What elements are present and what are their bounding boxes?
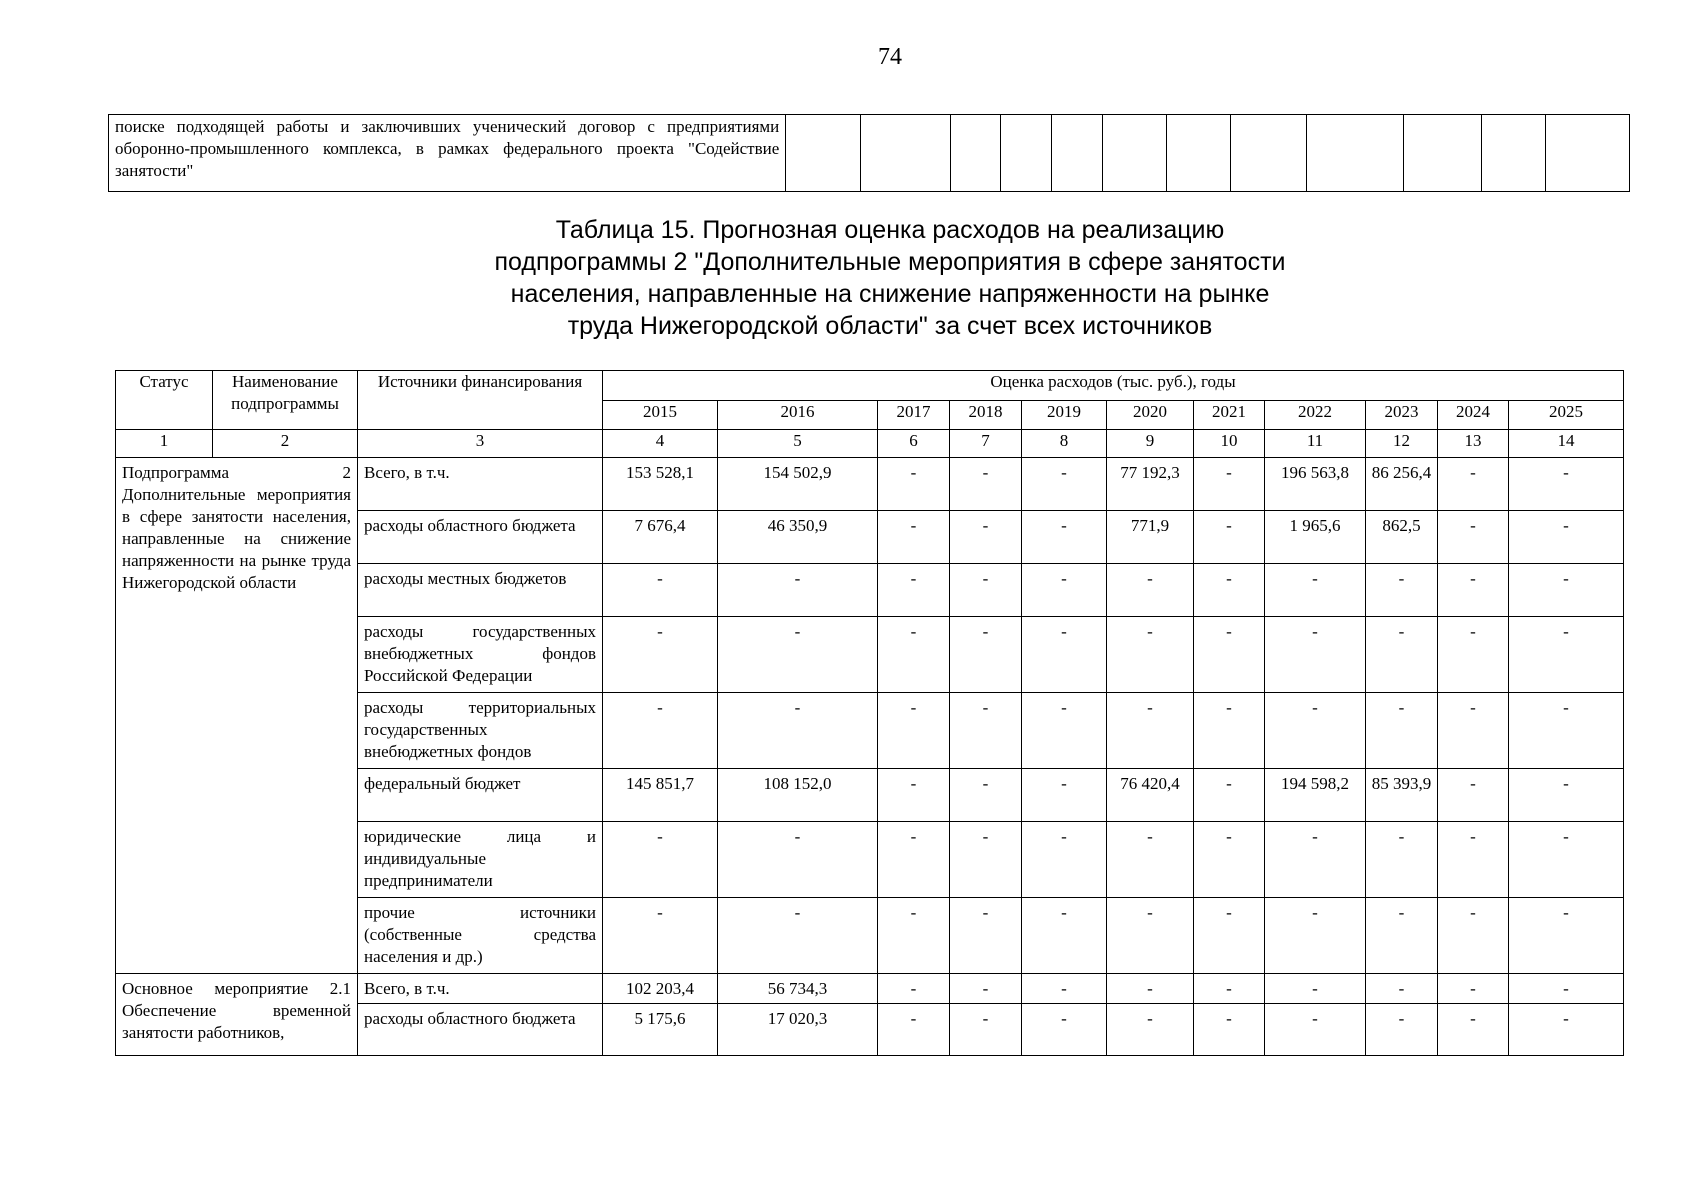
value-cell: - [950, 822, 1022, 898]
column-number: 5 [718, 430, 878, 458]
value-cell: - [1509, 511, 1624, 564]
value-cell: - [1509, 974, 1624, 1004]
value-cell: - [603, 898, 718, 974]
source-cell: расходы местных бюджетов [358, 564, 603, 617]
value-cell: - [1438, 769, 1509, 822]
previous-table-fragment [108, 114, 1630, 192]
table-title [0, 214, 1697, 342]
value-cell: - [1509, 617, 1624, 693]
value-cell: 85 393,9 [1366, 769, 1438, 822]
empty-cell [1404, 115, 1482, 192]
value-cell: - [950, 458, 1022, 511]
value-cell: 76 420,4 [1107, 769, 1194, 822]
value-cell: - [1366, 617, 1438, 693]
column-number: 11 [1265, 430, 1366, 458]
value-cell: - [1194, 769, 1265, 822]
value-cell: 196 563,8 [1265, 458, 1366, 511]
value-cell: - [878, 511, 950, 564]
value-cell: - [878, 822, 950, 898]
value-cell: - [1022, 693, 1107, 769]
column-number: 9 [1107, 430, 1194, 458]
empty-cell [1166, 115, 1230, 192]
empty-cell [860, 115, 950, 192]
value-cell: - [1366, 693, 1438, 769]
source-cell: прочие источники (собственные средства населения и др.) [358, 898, 603, 974]
table-title-line: Таблица 15. Прогнозная оценка расходов на реализацию [555, 216, 1225, 244]
header-status: Статус [116, 371, 213, 430]
column-number: 4 [603, 430, 718, 458]
value-cell: - [1438, 511, 1509, 564]
value-cell: - [1438, 693, 1509, 769]
source-cell: юридические лица и индивидуальные предприниматели [358, 822, 603, 898]
value-cell: - [878, 769, 950, 822]
header-name: Наименование подпрограммы [213, 371, 358, 430]
value-cell: - [1438, 617, 1509, 693]
value-cell: - [1366, 898, 1438, 974]
table-row [116, 974, 1624, 1004]
column-number: 8 [1022, 430, 1107, 458]
header-year: 2024 [1438, 401, 1509, 430]
value-cell: - [1438, 974, 1509, 1004]
empty-cell [1051, 115, 1102, 192]
value-cell: - [950, 693, 1022, 769]
header-year: 2021 [1194, 401, 1265, 430]
value-cell: - [718, 822, 878, 898]
empty-cell [1307, 115, 1404, 192]
column-number: 2 [213, 430, 358, 458]
value-cell: - [1022, 458, 1107, 511]
column-number: 13 [1438, 430, 1509, 458]
status-cell: Основное мероприятие 2.1 Обеспечение временной занятости работников, [116, 974, 358, 1056]
value-cell: - [1194, 617, 1265, 693]
value-cell: 108 152,0 [718, 769, 878, 822]
header-estimate: Оценка расходов (тыс. руб.), годы [603, 371, 1624, 401]
value-cell: - [950, 769, 1022, 822]
column-number: 6 [878, 430, 950, 458]
header-year: 2019 [1022, 401, 1107, 430]
value-cell: - [1265, 617, 1366, 693]
value-cell: - [1366, 564, 1438, 617]
value-cell: - [1022, 564, 1107, 617]
value-cell: - [603, 693, 718, 769]
value-cell: - [1194, 693, 1265, 769]
value-cell: - [1509, 564, 1624, 617]
header-year: 2022 [1265, 401, 1366, 430]
value-cell: - [1509, 898, 1624, 974]
value-cell: 56 734,3 [718, 974, 878, 1004]
value-cell: - [878, 617, 950, 693]
column-number: 7 [950, 430, 1022, 458]
value-cell: - [603, 822, 718, 898]
value-cell: - [878, 974, 950, 1004]
value-cell: - [1438, 458, 1509, 511]
empty-cell [786, 115, 860, 192]
value-cell: - [950, 974, 1022, 1004]
source-cell: федеральный бюджет [358, 769, 603, 822]
value-cell: - [1194, 822, 1265, 898]
value-cell: 77 192,3 [1107, 458, 1194, 511]
value-cell: - [950, 898, 1022, 974]
header-sources: Источники финансирования [358, 371, 603, 430]
value-cell: - [1022, 769, 1107, 822]
header-year: 2018 [950, 401, 1022, 430]
value-cell: - [878, 693, 950, 769]
value-cell: - [1509, 693, 1624, 769]
value-cell: - [950, 617, 1022, 693]
value-cell: - [1366, 974, 1438, 1004]
status-cell: Подпрограмма 2 Дополнительные мероприятия в сфере занятости населения, направленные на снижение напряженности на рынке труда Нижегородской области [116, 458, 358, 974]
source-cell: расходы областного бюджета [358, 511, 603, 564]
value-cell: - [1107, 898, 1194, 974]
value-cell: - [1265, 693, 1366, 769]
table-row [116, 458, 1624, 511]
value-cell: - [603, 617, 718, 693]
value-cell: - [950, 1004, 1022, 1056]
empty-cell [950, 115, 1001, 192]
value-cell: 154 502,9 [718, 458, 878, 511]
value-cell: - [1022, 1004, 1107, 1056]
value-cell: - [1022, 617, 1107, 693]
value-cell: - [1438, 564, 1509, 617]
empty-cell [1102, 115, 1166, 192]
empty-cell [1001, 115, 1052, 192]
value-cell: - [718, 693, 878, 769]
column-number: 12 [1366, 430, 1438, 458]
value-cell: - [878, 458, 950, 511]
value-cell: - [1509, 822, 1624, 898]
value-cell: - [1194, 511, 1265, 564]
value-cell: 17 020,3 [718, 1004, 878, 1056]
value-cell: - [1194, 898, 1265, 974]
value-cell: - [1366, 822, 1438, 898]
value-cell: - [1022, 822, 1107, 898]
value-cell: 1 965,6 [1265, 511, 1366, 564]
value-cell: - [1438, 1004, 1509, 1056]
header-year: 2017 [878, 401, 950, 430]
value-cell: - [1107, 564, 1194, 617]
value-cell: - [1265, 822, 1366, 898]
value-cell: 5 175,6 [603, 1004, 718, 1056]
value-cell: - [1509, 1004, 1624, 1056]
value-cell: - [718, 564, 878, 617]
value-cell: - [1265, 564, 1366, 617]
value-cell: - [950, 564, 1022, 617]
value-cell: 194 598,2 [1265, 769, 1366, 822]
value-cell: - [1107, 693, 1194, 769]
column-number-row [116, 430, 1624, 458]
empty-cell [1482, 115, 1546, 192]
value-cell: - [878, 898, 950, 974]
previous-row-text: поиске подходящей работы и заключивших ученический договор с предприятиями оборонно-промышленного комплекса, в рамках федерального проекта "Содействие занятости" [109, 115, 786, 192]
value-cell: 145 851,7 [603, 769, 718, 822]
column-number: 1 [116, 430, 213, 458]
value-cell: 7 676,4 [603, 511, 718, 564]
empty-cell [1546, 115, 1630, 192]
value-cell: - [1366, 1004, 1438, 1056]
value-cell: - [1022, 974, 1107, 1004]
column-number: 14 [1509, 430, 1624, 458]
source-cell: Всего, в т.ч. [358, 458, 603, 511]
value-cell: - [603, 564, 718, 617]
value-cell: - [1438, 822, 1509, 898]
table-title-line: населения, направленные на снижение напряженности на рынке [510, 280, 1270, 308]
value-cell: - [1194, 564, 1265, 617]
value-cell: - [718, 898, 878, 974]
value-cell: - [1265, 898, 1366, 974]
table-body [116, 458, 1624, 1056]
header-year: 2016 [718, 401, 878, 430]
expense-estimate-table [115, 370, 1624, 1056]
value-cell: - [1194, 974, 1265, 1004]
value-cell: 862,5 [1366, 511, 1438, 564]
source-cell: расходы территориальных государственных внебюджетных фондов [358, 693, 603, 769]
empty-cell [1230, 115, 1307, 192]
value-cell: - [1438, 898, 1509, 974]
value-cell: 771,9 [1107, 511, 1194, 564]
value-cell: 46 350,9 [718, 511, 878, 564]
table-title-line: труда Нижегородской области" за счет всех источников [567, 312, 1213, 340]
source-cell: расходы государственных внебюджетных фондов Российской Федерации [358, 617, 603, 693]
header-year: 2020 [1107, 401, 1194, 430]
column-number: 3 [358, 430, 603, 458]
value-cell: - [1194, 458, 1265, 511]
previous-table-row [109, 115, 1630, 192]
value-cell: - [1107, 617, 1194, 693]
value-cell: - [1022, 511, 1107, 564]
header-year: 2015 [603, 401, 718, 430]
value-cell: - [1509, 769, 1624, 822]
value-cell: - [1107, 1004, 1194, 1056]
column-number: 10 [1194, 430, 1265, 458]
value-cell: - [878, 1004, 950, 1056]
header-year: 2023 [1366, 401, 1438, 430]
header-year: 2025 [1509, 401, 1624, 430]
source-cell: расходы областного бюджета [358, 1004, 603, 1056]
value-cell: - [1265, 1004, 1366, 1056]
value-cell: 153 528,1 [603, 458, 718, 511]
value-cell: - [1194, 1004, 1265, 1056]
value-cell: - [950, 511, 1022, 564]
value-cell: - [1107, 822, 1194, 898]
value-cell: - [1022, 898, 1107, 974]
table-title-line: подпрограммы 2 "Дополнительные мероприятия в сфере занятости [494, 248, 1286, 276]
source-cell: Всего, в т.ч. [358, 974, 603, 1004]
value-cell: 102 203,4 [603, 974, 718, 1004]
header-row [116, 371, 1624, 401]
value-cell: - [1265, 974, 1366, 1004]
value-cell: 86 256,4 [1366, 458, 1438, 511]
value-cell: - [718, 617, 878, 693]
page-number: 74 [878, 44, 902, 70]
value-cell: - [878, 564, 950, 617]
value-cell: - [1509, 458, 1624, 511]
value-cell: - [1107, 974, 1194, 1004]
